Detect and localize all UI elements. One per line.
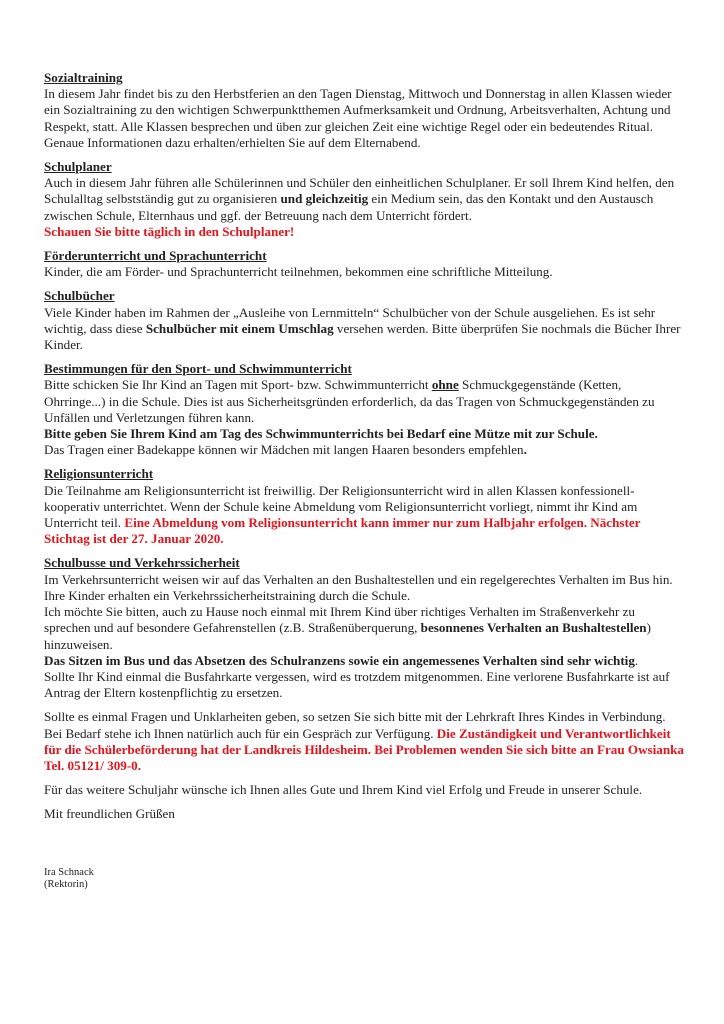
section-heading: Religionsunterricht (44, 466, 154, 482)
contact-paragraph (44, 709, 684, 774)
section-schulplaner (44, 159, 684, 240)
section-text (44, 305, 684, 354)
section-text: Sollte Ihr Kind einmal die Busfahrkarte vergessen, wird es trotzdem mitgenommen. Eine verlorene Busfahrkarte ist auf Antrag der Eltern kostenpflichtig zu ersetzen. (44, 668, 670, 701)
text-run: Die Teilnahme am Religionsunterricht ist freiwillig. Der Religionsunterricht wird in allen Klassen konfessionell-kooperativ unterrichtet. Wenn der Schule keine Abmeldung vom Religionsunterricht vorliegt, nimmt ihr Kind am Unterricht teil. (44, 482, 638, 531)
signature-name: Ira Schnack (44, 866, 94, 878)
bold-text: besonnenes Verhalten an Bushaltestellen (420, 620, 647, 636)
red-notice: Schauen Sie bitte täglich in den Schulplaner! (44, 223, 295, 239)
section-text: Im Verkehrsunterricht weisen wir auf das Verhalten an den Bushaltestellen und ein regelgerechtes Verhalten im Bus hin. Ihre Kinder erhalten ein Verkehrssicherheitstraining durch die Schule. (44, 571, 673, 603)
text-run: Das Tragen einer Badekappe können wir Mädchen mit langen Haaren besonders empfehlen (44, 442, 524, 458)
section-schulbusse (44, 555, 684, 701)
section-heading: Schulbusse und Verkehrssicherheit (44, 555, 240, 571)
text-run: . (634, 652, 639, 668)
section-text (44, 377, 684, 426)
text-run: Ich möchte Sie bitten, auch zu Hause noch einmal mit Ihrem Kind über richtiges Verhalten im Straßenverkehr zu sprechen und auf besondere Gefahrenstellen (z.B. Straßenüberquerung, (44, 604, 635, 636)
text-run: versehen werden. Bitte überprüfen Sie nochmals die Bücher Ihrer Kinder. (44, 320, 681, 353)
text-run: Schmuckgegenstände (Ketten, Ohrringe...) in die Schule. Dies ist aus Sicherheitsgründen erforderlich, da das Tragen von Schmuckgegenständen zu Unfällen und Verletzungen führen kann. (44, 377, 655, 425)
text-run: ein Medium sein, das den Kontakt und den Austausch zwischen Schule, Elternhaus und ggf. der Betreuung nach dem Unterricht fördert. (44, 191, 654, 223)
section-heading: Schulplaner (44, 159, 112, 175)
section-heading: Bestimmungen für den Sport- und Schwimmunterricht (44, 361, 352, 377)
section-heading: Förderunterricht und Sprachunterricht (44, 248, 267, 264)
bold-period: . (523, 442, 527, 458)
section-text (44, 483, 684, 548)
closing-line: Mit freundlichen Grüßen (44, 806, 175, 822)
section-text: In diesem Jahr findet bis zu den Herbstferien an den Tagen Dienstag, Mittwoch und Donnerstag in allen Klassen wieder ein Sozialtraining zu den wichtigen Schwerpunktthemen Aufmerksamkeit und Ordnung, Arbeitsverhalten, Achtung und Respekt, statt. Alle Klassen besprechen und üben zur gleichen Zeit eine wichtige Regel oder ein bedeutendes Ritual. Genaue Informationen dazu erhalten/erhielten Sie auf dem Elternabend. (44, 86, 672, 150)
section-foerderunterricht (44, 248, 684, 280)
bold-text: Das Sitzen im Bus und das Absetzen des Schulranzens sowie ein angemessenes Verhalten sind sehr wichtig (44, 652, 635, 668)
section-heading: Sozialtraining (44, 70, 123, 85)
text-run: ) hinzuweisen. (44, 620, 651, 652)
text-run: Viele Kinder haben im Rahmen der „Ausleihe von Lernmitteln“ Schulbücher von der Schule ausgeliehen. Es ist sehr wichtig, dass diese (44, 304, 656, 336)
section-text: Kinder, die am Förder- und Sprachunterricht teilnehmen, bekommen eine schriftliche Mitteilung. (44, 264, 553, 280)
section-heading: Schulbücher (44, 288, 115, 304)
bold-notice: Bitte geben Sie Ihrem Kind am Tag des Schwimmunterrichts bei Bedarf eine Mütze mit zur Schule. (44, 426, 598, 442)
section-schulbuecher (44, 288, 684, 353)
wishes-paragraph: Für das weitere Schuljahr wünsche ich Ihnen alles Gute und Ihrem Kind viel Erfolg und Freude in unserer Schule. (44, 782, 643, 798)
bold-text: und gleichzeitig (280, 191, 369, 207)
bold-notice (44, 653, 684, 669)
letter-page (44, 70, 684, 892)
bold-underline-text: ohne (431, 377, 459, 393)
red-notice: Die Zuständigkeit und Verantwortlichkeit für die Schülerbeförderung hat der Landkreis Hildesheim. Bei Problemen wenden Sie sich bitte an Frau Owsianka Tel. 05121/ 309-0. (44, 725, 684, 773)
bold-text: Schulbücher mit einem Umschlag (145, 320, 334, 336)
red-notice: Eine Abmeldung vom Religionsunterricht kann immer nur zum Halbjahr erfolgen. Nächster Stichtag ist der 27. Januar 2020. (44, 515, 641, 547)
text-run: Sollte es einmal Fragen und Unklarheiten geben, so setzen Sie sich bitte mit der Lehrkraft Ihres Kindes in Verbindung. Bei Bedarf stehe ich Ihnen natürlich auch für ein Gespräch zur Verfügung. (44, 709, 666, 741)
signature-block (44, 867, 684, 892)
section-text (44, 604, 684, 653)
section-text (44, 175, 684, 224)
text-run: Bitte schicken Sie Ihr Kind an Tagen mit Sport- bzw. Schwimmunterricht (44, 377, 432, 393)
section-sozialtraining (44, 70, 684, 151)
text-run: Auch in diesem Jahr führen alle Schülerinnen und Schüler den einheitlichen Schulplaner. Er soll Ihrem Kind helfen, den Schulalltag selbstständig gut zu organisieren (44, 175, 675, 207)
section-religion (44, 466, 684, 547)
section-sport (44, 361, 684, 458)
signature-title: (Rektorin) (44, 879, 88, 891)
section-text (44, 442, 684, 458)
